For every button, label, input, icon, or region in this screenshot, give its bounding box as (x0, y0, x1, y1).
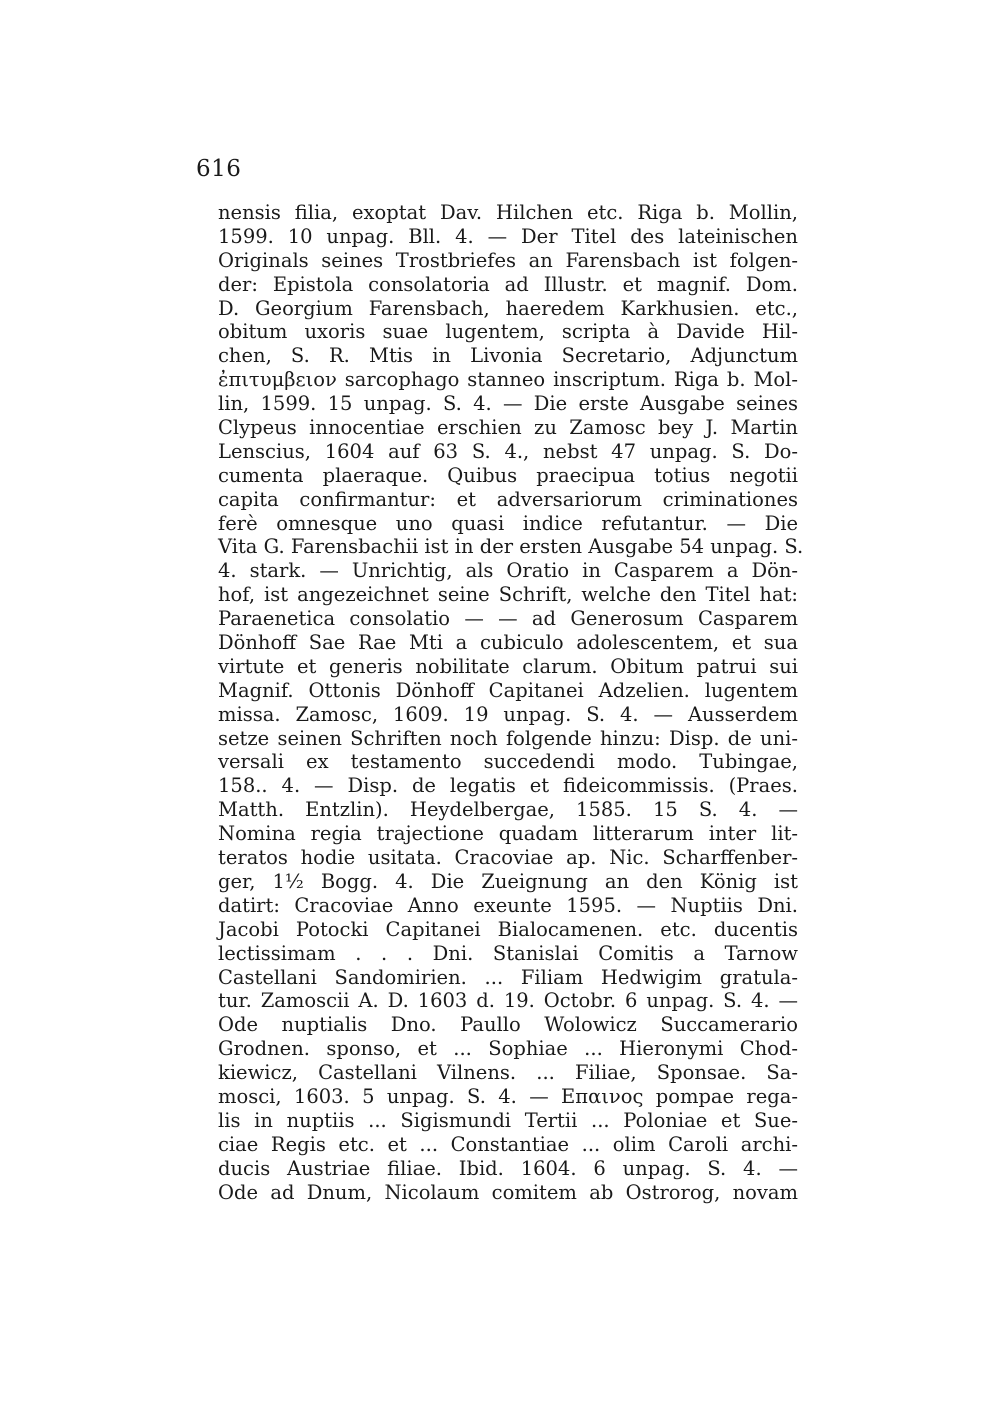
text-line: Nomina regia trajectione quadam litterarum inter lit- (218, 822, 798, 846)
text-line: Paraenetica consolatio — — ad Generosum Casparem (218, 607, 798, 631)
text-line: ciae Regis etc. et ... Constantiae ... olim Caroli archi- (218, 1132, 798, 1156)
text-line: 158.. 4. — Disp. de legatis et fideicommissis. (Praes. (218, 774, 798, 798)
text-line: lectissimam . . . Dni. Stanislai Comitis a Tarnow (218, 941, 798, 965)
text-line: teratos hodie usitata. Cracoviae ap. Nic. Scharffenber- (218, 846, 798, 870)
text-line: missa. Zamosc, 1609. 19 unpag. S. 4. — Ausserdem (218, 702, 798, 726)
text-line: obitum uxoris suae lugentem, scripta à Davide Hil- (218, 320, 798, 344)
text-line: Jacobi Potocki Capitanei Bialocamenen. etc. ducentis (218, 917, 798, 941)
text-line: ducis Austriae filiae. Ibid. 1604. 6 unpag. S. 4. — (218, 1156, 798, 1180)
text-line: Ode nuptialis Dno. Paullo Wolowicz Succamerario (218, 1013, 798, 1037)
text-line: nensis filia, exoptat Dav. Hilchen etc. Riga b. Mollin, (218, 201, 798, 224)
text-line: ger, 1½ Bogg. 4. Die Zueignung an den König ist (218, 869, 798, 893)
body-text (218, 201, 804, 1204)
text-line: lin, 1599. 15 unpag. S. 4. — Die erste Ausgabe seines (218, 392, 798, 416)
text-line: Lenscius, 1604 auf 63 S. 4., nebst 47 unpag. S. Do- (218, 439, 798, 463)
text-line: tur. Zamoscii A. D. 1603 d. 19. Octobr. 6 unpag. S. 4. — (218, 989, 798, 1013)
text-line: cumenta plaeraque. Quibus praecipua totius negotii (218, 463, 798, 487)
text-line: lis in nuptiis ... Sigismundi Tertii ... Poloniae et Sue- (218, 1108, 798, 1132)
text-line: 4. stark. — Unrichtig, als Oratio in Casparem a Dön- (218, 559, 798, 583)
text-line: virtute et generis nobilitate clarum. Obitum patrui sui (218, 654, 798, 678)
text-line: Dönhoff Sae Rae Mti a cubiculo adolescentem, et sua (218, 631, 798, 655)
text-line: kiewicz, Castellani Vilnens. ... Filiae, Sponsae. Sa- (218, 1061, 798, 1085)
text-line: Castellani Sandomirien. ... Filiam Hedwigim gratula- (218, 965, 798, 989)
text-line: Magnif. Ottonis Dönhoff Capitanei Adzelien. lugentem (218, 678, 798, 702)
text-line: D. Georgium Farensbach, haeredem Karkhusien. etc., (218, 296, 798, 320)
page-number: 616 (196, 156, 242, 182)
text-line: mosci, 1603. 5 unpag. S. 4. — Επαινος pompae rega- (218, 1084, 798, 1108)
text-line: Ode ad Dnum, Nicolaum comitem ab Ostrorog, novam (218, 1180, 798, 1204)
text-line: Matth. Entzlin). Heydelbergae, 1585. 15 S. 4. — (218, 798, 798, 822)
text-line: Originals seines Trostbriefes an Farensbach ist folgen- (218, 248, 798, 272)
text-line: Vita G. Farensbachii ist in der ersten Ausgabe 54 unpag. S. (218, 535, 804, 559)
text-line: 1599. 10 unpag. Bll. 4. — Der Titel des lateinischen (218, 224, 798, 248)
text-line: ἐπιτυμβειον sarcophago stanneo inscriptum. Riga b. Mol- (218, 368, 798, 392)
text-line: versali ex testamento succedendi modo. Tubingae, (218, 750, 798, 774)
text-line: Clypeus innocentiae erschien zu Zamosc bey J. Martin (218, 416, 798, 440)
text-line: Grodnen. sponso, et ... Sophiae ... Hieronymi Chod- (218, 1037, 798, 1061)
text-line: hof, ist angezeichnet seine Schrift, welche den Titel hat: (218, 583, 798, 607)
text-line: chen, S. R. Mtis in Livonia Secretario, Adjunctum (218, 344, 798, 368)
text-line: datirt: Cracoviae Anno exeunte 1595. — Nuptiis Dni. (218, 893, 798, 917)
text-line: capita confirmantur: et adversariorum criminationes (218, 487, 798, 511)
text-line: ferè omnesque uno quasi indice refutantur. — Die (218, 511, 798, 535)
text-line: setze seinen Schriften noch folgende hinzu: Disp. de uni- (218, 726, 798, 750)
text-line: der: Epistola consolatoria ad Illustr. et magnif. Dom. (218, 272, 798, 296)
